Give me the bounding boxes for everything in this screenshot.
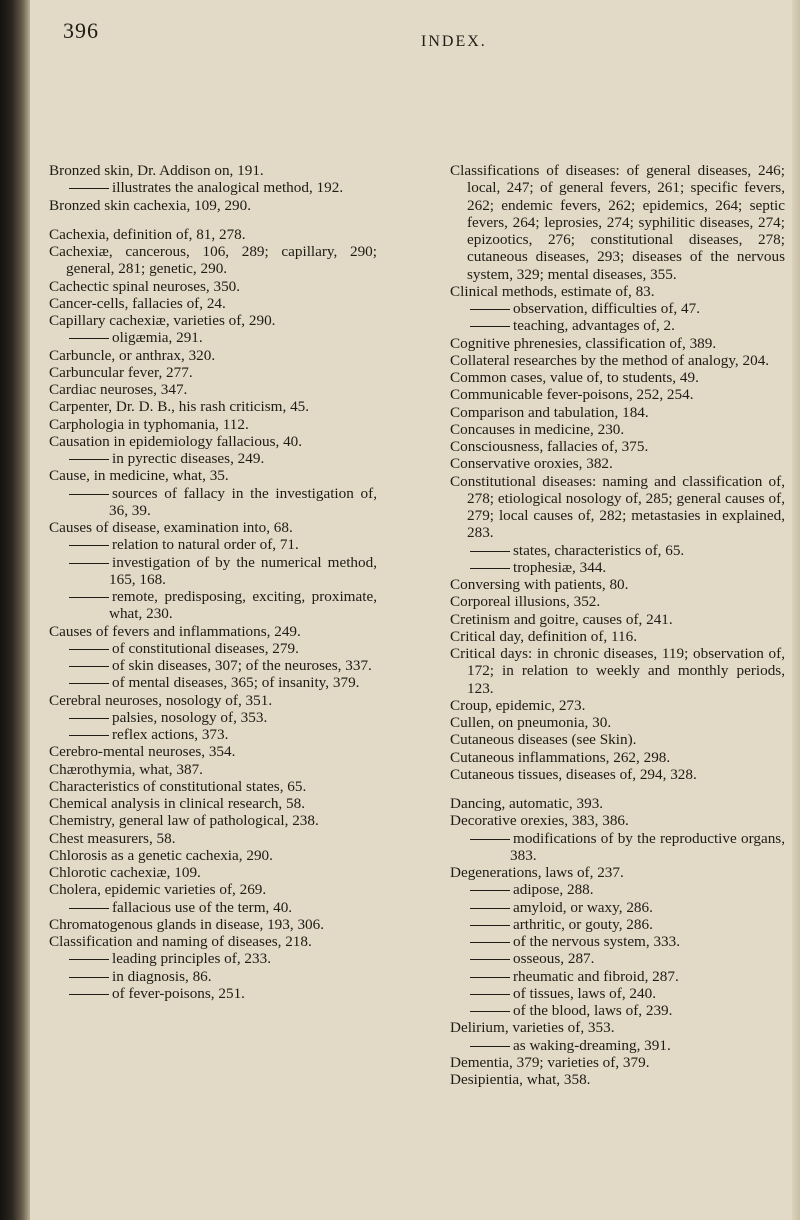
index-entry: Cerebro-mental neuroses, 354. bbox=[49, 743, 236, 761]
index-entry: Causes of disease, examination into, 68. bbox=[49, 519, 293, 536]
index-entry: Classification and naming of diseases, 218. bbox=[49, 933, 312, 950]
index-entry: Croup, epidemic, 273. bbox=[450, 696, 586, 714]
index-entry: Cutaneous inflammations, 262, 298. bbox=[450, 748, 671, 766]
index-entry: Comparison and tabulation, 184. bbox=[450, 403, 649, 421]
index-subentry: states, characteristics of, 65. bbox=[450, 542, 785, 559]
index-entry: Carbuncle, or anthrax, 320. bbox=[49, 346, 216, 364]
index-entry: Desipientia, what, 358. bbox=[450, 1071, 591, 1088]
index-entry: Cullen, on pneumonia, 30. bbox=[450, 714, 612, 731]
index-subentry: adipose, 288. bbox=[450, 881, 785, 898]
index-entry: Cardiac neuroses, 347. bbox=[49, 381, 188, 398]
index-entry: Cachectic spinal neuroses, 350. bbox=[49, 277, 241, 295]
index-subentry: osseous, 287. bbox=[450, 950, 785, 967]
index-entry: Cholera, epidemic varieties of, 269. bbox=[49, 881, 267, 899]
index-entry: Chlorosis as a genetic cachexia, 290. bbox=[49, 846, 273, 864]
index-entry: Cachexia, definition of, 81, 278. bbox=[49, 225, 246, 243]
index-column-right bbox=[450, 162, 785, 1088]
index-entry: Constitutional diseases: naming and classification of, 278; etiological nosology of, 285; general causes of, 279; local causes of, 282; metastasies in explained, 283. bbox=[450, 472, 785, 542]
index-entry: Classifications of diseases: of general diseases, 246; local, 247; of general fevers, 261; specific fevers, 262; endemic fevers, 262; epidemics, 264; septic fevers, 264; leprosies, 274; syphilitic diseases, 274; epizootics, 276; constitutional diseases, 278; cutaneous diseases, 293; diseases of the nervous system, 329; mental diseases, 355. bbox=[450, 162, 785, 283]
index-entry: Communicable fever-poisons, 252, 254. bbox=[450, 386, 694, 404]
index-entry: Concauses in medicine, 230. bbox=[450, 420, 625, 438]
index-entry: Chromatogenous glands in disease, 193, 306. bbox=[49, 915, 325, 933]
index-subentry: trophesiæ, 344. bbox=[450, 559, 785, 576]
index-entry: Causation in epidemiology fallacious, 40. bbox=[49, 432, 303, 450]
index-entry: Delirium, varieties of, 353. bbox=[450, 1019, 615, 1037]
running-head: INDEX. bbox=[421, 33, 487, 50]
index-subentry: oligæmia, 291. bbox=[49, 329, 377, 346]
index-subentry: as waking-dreaming, 391. bbox=[450, 1037, 785, 1054]
index-subentry: of tissues, laws of, 240. bbox=[450, 985, 785, 1002]
index-subentry: relation to natural order of, 71. bbox=[49, 536, 377, 553]
index-entry: Capillary cachexiæ, varieties of, 290. bbox=[49, 312, 276, 329]
index-entry: Bronzed skin, Dr. Addison on, 191. bbox=[49, 162, 264, 179]
index-entry: Corporeal illusions, 352. bbox=[450, 593, 601, 611]
index-entry: Chlorotic cachexiæ, 109. bbox=[49, 864, 201, 881]
index-entry: Characteristics of constitutional states, 65. bbox=[49, 777, 307, 795]
index-entry: Dancing, automatic, 393. bbox=[450, 795, 604, 812]
index-subentry: amyloid, or waxy, 286. bbox=[450, 899, 785, 916]
index-subentry: reflex actions, 373. bbox=[49, 726, 377, 743]
index-subentry: arthritic, or gouty, 286. bbox=[450, 916, 785, 933]
index-entry: Dementia, 379; varieties of, 379. bbox=[450, 1053, 650, 1071]
index-subentry: illustrates the analogical method, 192. bbox=[49, 179, 377, 196]
index-subentry: in diagnosis, 86. bbox=[49, 968, 377, 985]
index-entry: Cause, in medicine, what, 35. bbox=[49, 467, 229, 485]
index-entry: Common cases, value of, to students, 49. bbox=[450, 369, 699, 386]
index-subentry: investigation of by the numerical method, 165, 168. bbox=[49, 554, 377, 589]
index-subentry: of constitutional diseases, 279. bbox=[49, 640, 377, 657]
index-entry: Consciousness, fallacies of, 375. bbox=[450, 438, 649, 455]
index-entry: Chest measurers, 58. bbox=[49, 829, 176, 847]
index-subentry: of fever-poisons, 251. bbox=[49, 985, 377, 1002]
index-entry: Carbuncular fever, 277. bbox=[49, 363, 193, 381]
index-subentry: of skin diseases, 307; of the neuroses, 337. bbox=[49, 657, 377, 674]
index-entry: Cretinism and goitre, causes of, 241. bbox=[450, 610, 673, 628]
index-entry: Decorative orexies, 383, 386. bbox=[450, 812, 629, 830]
index-entry: Critical days: in chronic diseases, 119; observation of, 172; in relation to weekly and monthly periods, 123. bbox=[450, 645, 785, 697]
index-entry: Cutaneous tissues, diseases of, 294, 328. bbox=[450, 765, 697, 783]
index-entry: Critical day, definition of, 116. bbox=[450, 627, 637, 645]
index-subentry: remote, predisposing, exciting, proximate, what, 230. bbox=[49, 588, 377, 623]
index-subentry: leading principles of, 233. bbox=[49, 950, 377, 967]
index-subentry: sources of fallacy in the investigation of, 36, 39. bbox=[49, 485, 377, 520]
index-entry: Cerebral neuroses, nosology of, 351. bbox=[49, 691, 273, 709]
index-subentry: observation, difficulties of, 47. bbox=[450, 300, 785, 317]
index-subentry: of the nervous system, 333. bbox=[450, 933, 785, 950]
index-subentry: of the blood, laws of, 239. bbox=[450, 1002, 785, 1019]
index-subentry: in pyrectic diseases, 249. bbox=[49, 450, 377, 467]
index-subentry: of mental diseases, 365; of insanity, 379. bbox=[49, 674, 377, 691]
index-subentry: modifications of by the reproductive organs, 383. bbox=[450, 830, 785, 865]
index-entry: Carpenter, Dr. D. B., his rash criticism, 45. bbox=[49, 398, 310, 416]
index-subentry: teaching, advantages of, 2. bbox=[450, 317, 785, 334]
page-edge bbox=[792, 0, 800, 1220]
index-entry: Bronzed skin cachexia, 109, 290. bbox=[49, 196, 252, 214]
index-entry: Cancer-cells, fallacies of, 24. bbox=[49, 294, 226, 312]
book-page bbox=[30, 0, 792, 1220]
index-entry: Conversing with patients, 80. bbox=[450, 576, 629, 593]
index-subentry: palsies, nosology of, 353. bbox=[49, 709, 377, 726]
book-spine-shadow bbox=[0, 0, 30, 1220]
index-entry: Cutaneous diseases (see Skin). bbox=[450, 731, 637, 749]
index-entry: Collateral researches by the method of analogy, 204. bbox=[450, 351, 770, 369]
index-entry: Chærothymia, what, 387. bbox=[49, 760, 203, 778]
index-entry: Cachexiæ, cancerous, 106, 289; capillary, 290; general, 281; genetic, 290. bbox=[49, 243, 377, 278]
index-subentry: fallacious use of the term, 40. bbox=[49, 899, 377, 916]
index-entry: Causes of fevers and inflammations, 249. bbox=[49, 622, 301, 640]
index-subentry: rheumatic and fibroid, 287. bbox=[450, 968, 785, 985]
index-column-left bbox=[49, 162, 377, 1002]
index-entry: Clinical methods, estimate of, 83. bbox=[450, 282, 655, 300]
page-number: 396 bbox=[63, 18, 99, 43]
index-entry: Chemistry, general law of pathological, 238. bbox=[49, 812, 319, 830]
index-entry: Conservative oroxies, 382. bbox=[450, 455, 613, 473]
index-entry: Degenerations, laws of, 237. bbox=[450, 864, 624, 881]
index-entry: Chemical analysis in clinical research, 58. bbox=[49, 795, 305, 812]
index-entry: Carphologia in typhomania, 112. bbox=[49, 415, 249, 433]
index-entry: Cognitive phrenesies, classification of, 389. bbox=[450, 334, 717, 352]
